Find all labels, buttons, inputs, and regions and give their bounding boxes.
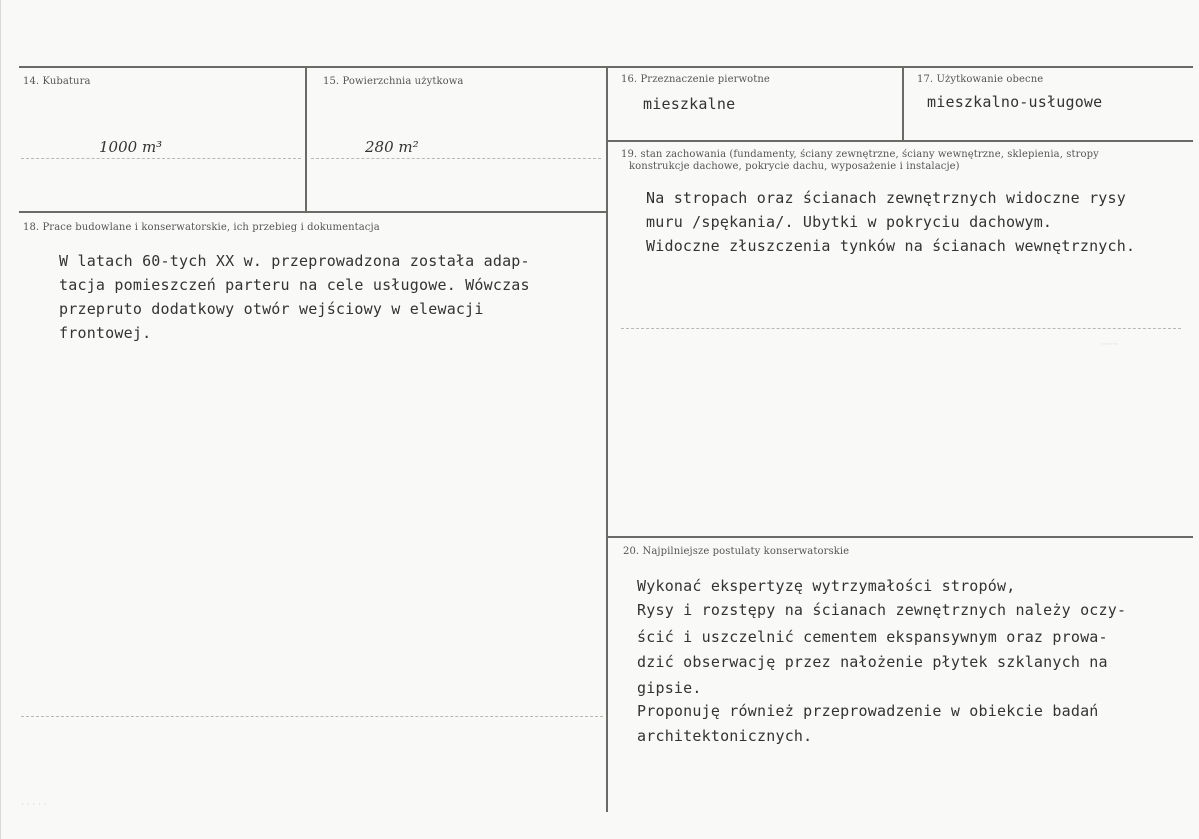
text-line: przepruto dodatkowy otwór wejściowy w elewacji: [59, 300, 484, 318]
text-line: Rysy i rozstępy na ścianach zewnętrznych należy oczy-: [637, 601, 1127, 619]
powierzchnia-value: 280 m²: [365, 138, 419, 156]
divider-16-17: [902, 66, 904, 140]
prace-label: 18. Prace budowlane i konserwatorskie, ich przebieg i dokumentacja: [23, 222, 380, 233]
text-line: tacja pomieszczeń parteru na cele usługowe. Wówczas: [59, 276, 530, 294]
rule-below-16-17: [608, 140, 1193, 142]
guide-line: [21, 158, 301, 159]
text-line: Widoczne złuszczenia tynków na ścianach wewnętrznych.: [646, 237, 1136, 255]
text-line: muru /spękania/. Ubytki w pokryciu dachowym.: [646, 213, 1053, 231]
uzytkowanie-label: 17. Użytkowanie obecne: [917, 74, 1044, 85]
powierzchnia-label: 15. Powierzchnia użytkowa: [323, 76, 464, 87]
text-line: ścić i uszczelnić cementem ekspansywnym oraz prowa-: [637, 628, 1108, 646]
divider-14-15: [305, 66, 307, 213]
stan-zachowania-label-cont: konstrukcje dachowe, pokrycie dachu, wyposażenie i instalacje): [629, 161, 960, 172]
text-line: Na stropach oraz ścianach zewnętrznych widoczne rysy: [646, 189, 1126, 207]
bleed-through-text: · · · · ·: [21, 800, 47, 810]
uzytkowanie-value: mieszkalno-usługowe: [927, 93, 1103, 111]
text-line: Wykonać ekspertyzę wytrzymałości stropów,: [637, 577, 1016, 595]
guide-line: [311, 158, 601, 159]
text-line: architektonicznych.: [637, 727, 813, 745]
guide-line: [21, 716, 603, 717]
bleed-through-text: ······: [1101, 340, 1119, 350]
kubatura-label: 14. Kubatura: [23, 76, 91, 87]
kubatura-value: 1000 m³: [99, 138, 163, 156]
przeznaczenie-value: mieszkalne: [643, 95, 736, 113]
stan-zachowania-label: 19. stan zachowania (fundamenty, ściany zewnętrzne, ściany wewnętrzne, sklepienia, stropy: [621, 149, 1099, 160]
guide-line: [621, 328, 1181, 329]
przeznaczenie-label: 16. Przeznaczenie pierwotne: [621, 74, 770, 85]
rule-above-20: [608, 536, 1193, 538]
rule-below-14-15: [19, 211, 606, 213]
postulaty-label: 20. Najpilniejsze postulaty konserwatorskie: [623, 546, 850, 557]
text-line: dzić obserwację przez nałożenie płytek szklanych na: [637, 653, 1108, 671]
center-divider: [606, 66, 608, 812]
text-line: Proponuję również przeprowadzenie w obiekcie badań: [637, 702, 1099, 720]
text-line: W latach 60-tych XX w. przeprowadzona została adap-: [59, 252, 530, 270]
text-line: frontowej.: [59, 324, 152, 342]
text-line: gipsie.: [637, 679, 702, 697]
